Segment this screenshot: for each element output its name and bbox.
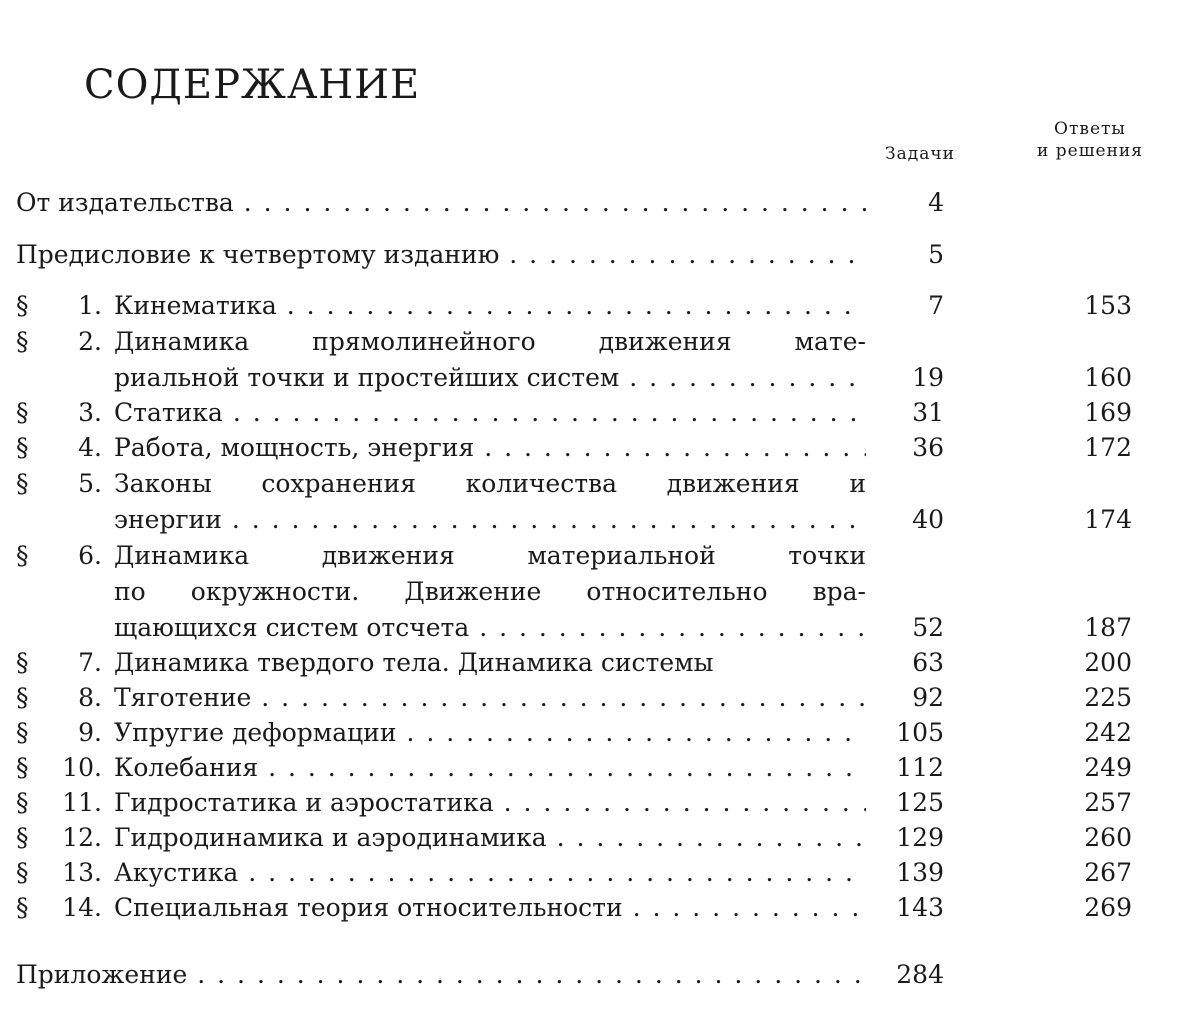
toc-section-14[interactable]: [0, 891, 1200, 925]
tasks-page: 143: [896, 893, 944, 922]
toc-section-2-cont[interactable]: [0, 361, 1200, 395]
entry-title: Приложение . . .: [16, 958, 868, 992]
toc-entry-publisher[interactable]: [0, 186, 1200, 220]
section-title: Законы сохранения количества движения и: [114, 469, 866, 498]
column-header-answers: [1005, 118, 1175, 162]
entry-page: 5: [928, 240, 944, 269]
section-sign: §: [16, 788, 29, 817]
section-sign: §: [16, 683, 29, 712]
section-sign: §: [16, 291, 29, 320]
section-number: 13.: [62, 858, 102, 887]
toc-section-5[interactable]: [0, 467, 1200, 501]
tasks-page: 63: [912, 648, 944, 677]
toc-section-9[interactable]: [0, 716, 1200, 750]
section-title: Кинематика . . .: [114, 289, 866, 323]
section-sign: §: [16, 718, 29, 747]
toc-section-2[interactable]: [0, 325, 1200, 359]
answers-page: 267: [1084, 858, 1132, 887]
toc-entry-appendix[interactable]: [0, 958, 1200, 992]
tasks-page: 40: [912, 505, 944, 534]
page-title: СОДЕРЖАНИЕ: [84, 62, 421, 108]
section-number: 2.: [78, 327, 102, 356]
tasks-page: 92: [912, 683, 944, 712]
section-sign: §: [16, 541, 29, 570]
section-number: 10.: [62, 753, 102, 782]
section-title: Колебания . . .: [114, 751, 866, 785]
section-title: Работа, мощность, энергия . . .: [114, 431, 866, 465]
section-title: Акустика . . .: [114, 856, 866, 890]
section-sign: §: [16, 893, 29, 922]
entry-title: От издательства . . .: [16, 186, 868, 220]
section-sign: §: [16, 648, 29, 677]
section-number: 6.: [78, 541, 102, 570]
column-header-tasks: Задачи: [885, 144, 955, 164]
section-title: Гидродинамика и аэродинамика . . .: [114, 821, 866, 855]
answers-page: 160: [1084, 363, 1132, 392]
tasks-page: 31: [912, 398, 944, 427]
tasks-page: 7: [928, 291, 944, 320]
section-number: 9.: [78, 718, 102, 747]
answers-page: 187: [1084, 613, 1132, 642]
tasks-page: 139: [896, 858, 944, 887]
answers-page: 269: [1084, 893, 1132, 922]
entry-page: 4: [928, 188, 944, 217]
toc-section-5-cont[interactable]: [0, 503, 1200, 537]
section-title: Динамика прямолинейного движения мате-: [114, 327, 866, 356]
toc-section-13[interactable]: [0, 856, 1200, 890]
answers-page: 260: [1084, 823, 1132, 852]
answers-page: 174: [1084, 505, 1132, 534]
section-number: 8.: [78, 683, 102, 712]
section-title: Упругие деформации . . .: [114, 716, 866, 750]
section-sign: §: [16, 469, 29, 498]
column-header-answers-line1: Ответы: [1054, 119, 1126, 139]
answers-page: 153: [1084, 291, 1132, 320]
section-title: Гидростатика и аэростатика . . .: [114, 786, 866, 820]
toc-section-1[interactable]: [0, 289, 1200, 323]
toc-entry-preface[interactable]: [0, 238, 1200, 272]
section-title-continued: щающихся систем отсчета . . .: [114, 611, 866, 645]
section-number: 14.: [62, 893, 102, 922]
tasks-page: 129: [896, 823, 944, 852]
tasks-page: 52: [912, 613, 944, 642]
toc-section-11[interactable]: [0, 786, 1200, 820]
section-title: Тяготение . . .: [114, 681, 866, 715]
section-sign: §: [16, 398, 29, 427]
section-sign: §: [16, 753, 29, 782]
section-sign: §: [16, 858, 29, 887]
answers-page: 249: [1084, 753, 1132, 782]
answers-page: 200: [1084, 648, 1132, 677]
tasks-page: 36: [912, 433, 944, 462]
entry-page: 284: [896, 960, 944, 989]
toc-section-6-cont[interactable]: [0, 575, 1200, 609]
answers-page: 225: [1084, 683, 1132, 712]
section-title: Динамика движения материальной точки: [114, 541, 866, 570]
answers-page: 257: [1084, 788, 1132, 817]
section-number: 5.: [78, 469, 102, 498]
answers-page: 169: [1084, 398, 1132, 427]
section-number: 7.: [78, 648, 102, 677]
section-title-continued: энергии . . .: [114, 503, 866, 537]
section-title: Динамика твердого тела. Динамика системы: [114, 648, 714, 677]
toc-section-6-cont2[interactable]: [0, 611, 1200, 645]
toc-section-12[interactable]: [0, 821, 1200, 855]
section-title: Специальная теория относительности . . .: [114, 891, 866, 925]
toc-section-7[interactable]: [0, 646, 1200, 680]
section-sign: §: [16, 433, 29, 462]
column-header-answers-line2: и решения: [1037, 141, 1143, 161]
toc-section-3[interactable]: [0, 396, 1200, 430]
toc-section-8[interactable]: [0, 681, 1200, 715]
section-title-continued: риальной точки и простейших систем . . .: [114, 361, 866, 395]
section-number: 12.: [62, 823, 102, 852]
toc-section-10[interactable]: [0, 751, 1200, 785]
section-number: 4.: [78, 433, 102, 462]
answers-page: 242: [1084, 718, 1132, 747]
entry-title: Предисловие к четвертому изданию . . .: [16, 238, 868, 272]
section-number: 3.: [78, 398, 102, 427]
section-number: 1.: [78, 291, 102, 320]
toc-section-4[interactable]: [0, 431, 1200, 465]
section-sign: §: [16, 823, 29, 852]
section-title: Статика . . .: [114, 396, 866, 430]
toc-section-6[interactable]: [0, 539, 1200, 573]
tasks-page: 112: [896, 753, 944, 782]
section-number: 11.: [62, 788, 102, 817]
answers-page: 172: [1084, 433, 1132, 462]
tasks-page: 125: [896, 788, 944, 817]
tasks-page: 105: [896, 718, 944, 747]
section-sign: §: [16, 327, 29, 356]
tasks-page: 19: [912, 363, 944, 392]
section-title-continued: по окружности. Движение относительно вра-: [114, 577, 866, 606]
